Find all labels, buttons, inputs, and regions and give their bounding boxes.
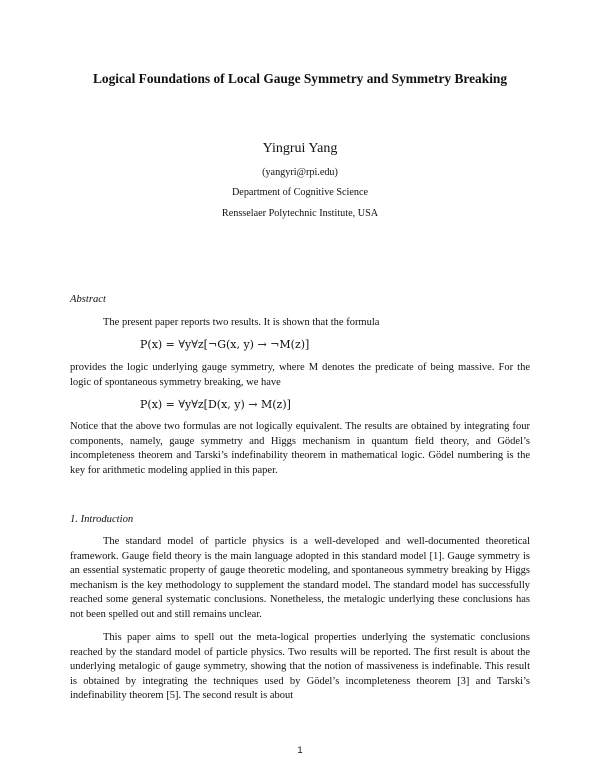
formula-gauge-symmetry: P(x) = ∀y∀z[¬G(x, y) → ¬M(z)] [140,338,310,351]
page-number: 1 [297,745,303,756]
abstract-conclusion: Notice that the above two formulas are not logically equivalent. The results are obtained by integrating four components, namely, gauge symmetry and Higgs mechanism in quantum field theory, and Gödel’s incompleteness theorem and Tarski’s indefinability theorem in mathematical logic. Gödel numbering is the key for arithmetic modeling applied in this paper. [70,421,530,476]
paper-title: Logical Foundations of Local Gauge Symmetry and Symmetry Breaking [92,71,508,86]
introduction-paragraph-2: This paper aims to spell out the meta-logical properties underlying the systematic conclusions reached by the standard model of particle physics. Two results will be reported. The first result is about the underlying metalogic of gauge symmetry, showing that the notion of massiveness is indefinable. This result is obtained by integrating the techniques used by Gödel’s incompleteness theorem [3] and Tarski’s indefinability theorem [5]. The second result is about [70,632,530,702]
introduction-heading: 1. Introduction [70,514,134,525]
abstract-intro: The present paper reports two results. It is shown that the formula [103,317,380,328]
abstract-after-formula: provides the logic underlying gauge symmetry, where M denotes the predicate of being massive. For the logic of spontaneous symmetry breaking, we have [70,362,530,388]
author-institution: Rensselaer Polytechnic Institute, USA [221,208,379,219]
author-name: Yingrui Yang [262,141,338,156]
introduction-paragraph-1: The standard model of particle physics is a well-developed and well-documented theoretical framework. Gauge field theory is the main language adopted in this standard model [1]. Gauge symmetry is an essential systematic property of gauge theoretic modeling, and spontaneous symmetry breaking by Higgs mechanism is the key methodology to supplement the standard model. The standard model has successfully reached some general systematic conclusions. Nonetheless, the metalogic underlying these conclusions has not been spelled out and still remains unclear. [70,536,530,620]
author-email: (yangyri@rpi.edu) [262,167,338,178]
formula-symmetry-breaking: P(x) = ∀y∀z[D(x, y) → M(z)] [140,398,291,411]
abstract-heading: Abstract [70,294,106,305]
author-department: Department of Cognitive Science [231,187,369,198]
